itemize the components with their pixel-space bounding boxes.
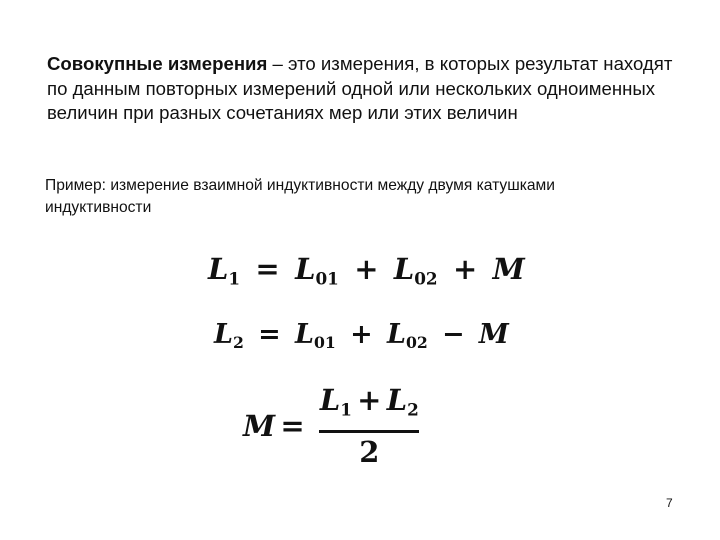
definition-text: – это измерения, в которых результат находят по данным повторных измерений одной или нескольких одноименных величин при разных сочетаниях мер или этих величин [47, 53, 673, 123]
formula-l2 [214, 318, 509, 360]
formula-l2-plus: + [350, 319, 373, 350]
fraction-denominator: 2 [359, 434, 380, 469]
formula-l1 [208, 252, 525, 295]
formula-m-lhs: M [243, 409, 276, 444]
formula-m [243, 382, 423, 471]
page-number: 7 [666, 496, 673, 510]
formula-m-fraction [316, 382, 423, 471]
formula-l1-term-m: M [492, 252, 525, 286]
formula-l2-term-l01: $L_{01}$ [295, 319, 336, 352]
formula-l1-equals: = [255, 252, 280, 286]
formula-l1-term-l02: $L_{02}$ [393, 252, 438, 289]
definition-paragraph [47, 52, 677, 126]
formula-m-equals: = [280, 409, 305, 444]
formula-l1-term-l01: $L_{01}$ [295, 252, 339, 289]
formula-l2-equals: = [258, 319, 281, 350]
formula-l1-lhs: $L_1$ [208, 252, 241, 289]
formula-l1-plus-2: + [452, 252, 478, 286]
example-paragraph: Пример: измерение взаимной индуктивности между двумя катушками индуктивности [45, 177, 555, 216]
formula-l2-minus: − [442, 319, 465, 350]
definition-term: Совокупные измерения [47, 53, 268, 74]
fraction-numerator: $L_1 + L_2$ [319, 383, 419, 420]
formula-l2-term-m: M [478, 319, 509, 350]
formula-l2-lhs: $L_2$ [214, 319, 244, 352]
formula-l1-plus-1: + [354, 252, 379, 286]
formula-l2-term-l02: $L_{02}$ [386, 319, 428, 352]
